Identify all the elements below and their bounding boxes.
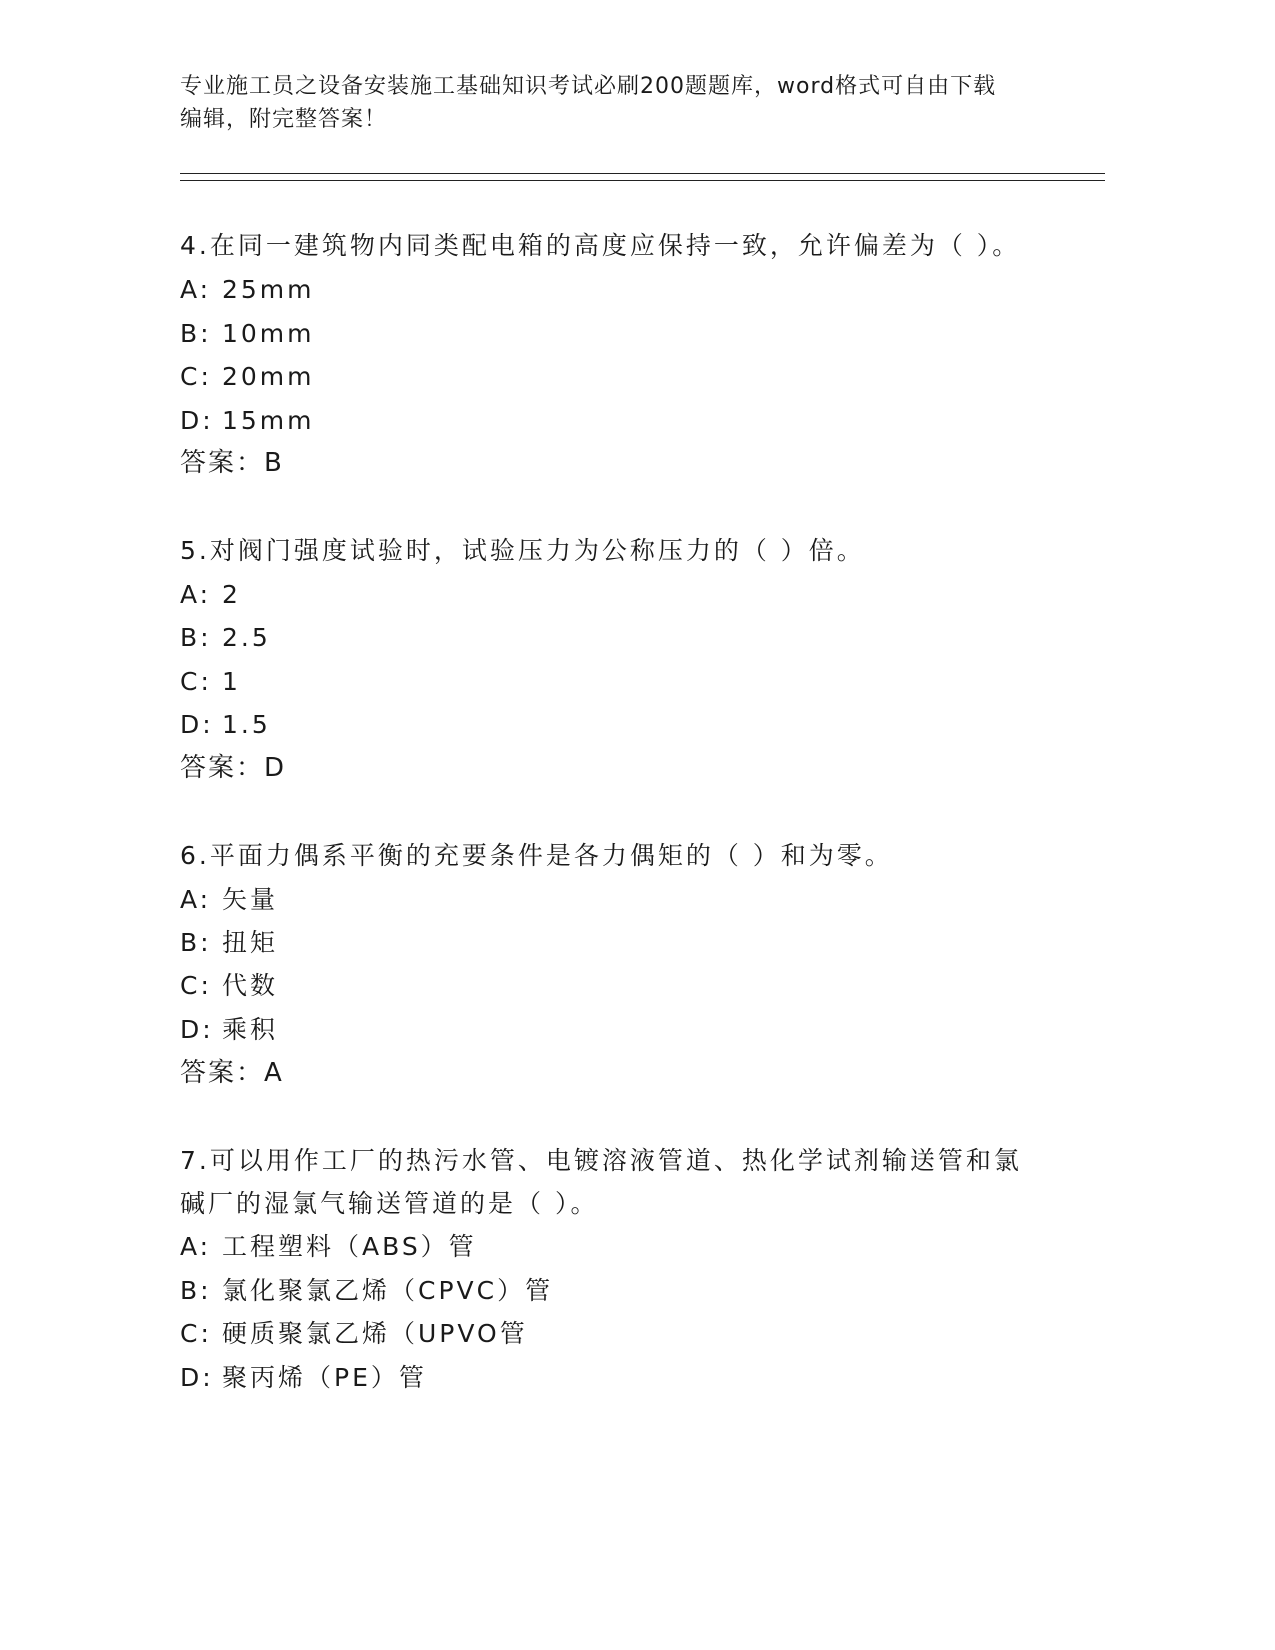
option-label: C: [180,971,212,1000]
option-label: C: [180,667,212,696]
question-7-option-c [180,1317,528,1351]
option-text: 20mm [222,362,315,391]
option-label: A: [180,1232,212,1261]
question-6-option-b [180,926,278,960]
question-5-option-c [180,665,241,699]
question-4-option-b [180,317,315,351]
option-label: A: [180,275,212,304]
option-text: 10mm [222,319,315,348]
question-6-text: 6.平面力偶系平衡的充要条件是各力偶矩的（ ）和为零。 [180,841,893,870]
question-4-option-d [180,404,315,438]
option-label: A: [180,580,212,609]
option-label: A: [180,885,212,914]
header-divider-top [180,173,1105,174]
question-7-text-line-1: 7.可以用作工厂的热污水管、电镀溶液管道、热化学试剂输送管和氯 [180,1146,1022,1175]
question-6-option-a [180,883,278,917]
question-4-answer: 答案：B [180,448,284,478]
question-6-option-d [180,1013,278,1047]
question-7-option-d [180,1361,427,1395]
option-label: B: [180,623,212,652]
option-label: D: [180,406,214,435]
option-label: D: [180,710,214,739]
option-text: 扭矩 [222,928,279,957]
option-text: 2.5 [222,623,271,652]
option-label: B: [180,1276,212,1305]
option-text: 25mm [222,275,315,304]
option-text: 工程塑料（ABS）管 [222,1232,477,1261]
option-text: 乘积 [222,1015,279,1044]
document-header [180,70,1060,136]
question-7-option-b [180,1274,553,1308]
question-6-option-c [180,969,278,1003]
option-text: 1.5 [222,710,271,739]
header-line-2: 编辑，附完整答案！ [180,107,388,132]
question-7-option-a [180,1230,477,1264]
question-7-text-line-2: 碱厂的湿氯气输送管道的是（ ）。 [180,1189,599,1218]
option-text: 聚丙烯（PE）管 [222,1363,427,1392]
option-text: 矢量 [222,885,279,914]
question-5-text: 5.对阀门强度试验时，试验压力为公称压力的（ ）倍。 [180,536,865,565]
question-6-answer: 答案：A [180,1058,284,1088]
question-4-option-a [180,273,315,307]
option-text: 1 [222,667,241,696]
option-label: D: [180,1363,214,1392]
option-label: B: [180,319,212,348]
question-5-answer: 答案：D [180,753,287,783]
question-5-option-d [180,708,271,742]
option-text: 代数 [222,971,279,1000]
header-divider-bottom [180,180,1105,181]
question-4-option-c [180,360,315,394]
option-label: C: [180,362,212,391]
option-label: C: [180,1319,212,1348]
question-5-option-b [180,621,271,655]
option-label: D: [180,1015,214,1044]
option-text: 硬质聚氯乙烯（UPVO管 [222,1319,528,1348]
question-5-option-a [180,578,241,612]
option-text: 15mm [222,406,315,435]
header-line-1: 专业施工员之设备安装施工基础知识考试必刷200题题库，word格式可自由下载 [180,74,997,99]
option-text: 氯化聚氯乙烯（CPVC）管 [222,1276,554,1305]
option-text: 2 [222,580,241,609]
option-label: B: [180,928,212,957]
question-4-text: 4.在同一建筑物内同类配电箱的高度应保持一致，允许偏差为（ ）。 [180,231,1021,260]
